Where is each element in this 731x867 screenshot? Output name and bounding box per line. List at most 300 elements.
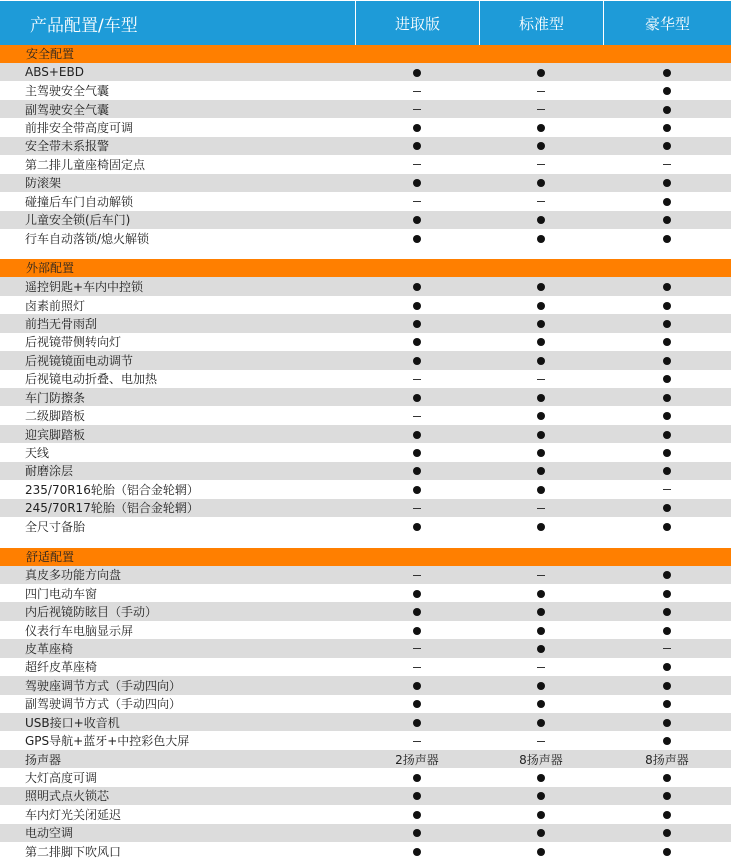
table-header — [0, 0, 731, 45]
table-body — [0, 45, 731, 861]
standard-dot-icon — [603, 65, 731, 79]
table-row — [0, 658, 731, 676]
standard-dot-icon — [355, 605, 479, 619]
dot-icon — [413, 829, 421, 837]
dot-icon — [663, 590, 671, 598]
dot-icon — [537, 792, 545, 800]
table-row — [0, 462, 731, 480]
table-row — [0, 750, 731, 768]
dot-icon — [663, 302, 671, 310]
standard-dot-icon — [479, 623, 603, 637]
standard-dot-icon — [603, 464, 731, 478]
dot-icon — [663, 848, 671, 856]
standard-dot-icon — [603, 280, 731, 294]
standard-dot-icon — [479, 353, 603, 367]
dash-icon — [413, 379, 421, 380]
not-available-dash-icon — [479, 84, 603, 98]
table-row — [0, 192, 731, 210]
feature-name: 后视镜电动折叠、电加热 — [25, 372, 158, 387]
feature-name: 全尺寸备胎 — [25, 519, 86, 534]
standard-dot-icon — [479, 213, 603, 227]
standard-dot-icon — [603, 316, 731, 330]
dot-icon — [537, 811, 545, 819]
dot-icon — [537, 627, 545, 635]
feature-name: 驾驶座调节方式（手动四向） — [25, 678, 182, 693]
dot-icon — [663, 792, 671, 800]
not-available-dash-icon — [479, 372, 603, 386]
dot-icon — [413, 792, 421, 800]
dot-icon — [413, 394, 421, 402]
dot-icon — [537, 124, 545, 132]
dot-icon — [413, 320, 421, 328]
table-row — [0, 229, 731, 247]
dash-icon — [537, 201, 545, 202]
table-row — [0, 639, 731, 657]
not-available-dash-icon — [479, 568, 603, 582]
feature-name: 后视镜镜面电动调节 — [25, 353, 134, 368]
feature-name: 前挡无骨雨刮 — [25, 316, 98, 331]
feature-name: 照明式点火锁芯 — [25, 789, 110, 804]
dot-icon — [413, 590, 421, 598]
standard-dot-icon — [603, 390, 731, 404]
standard-dot-icon — [355, 427, 479, 441]
dot-icon — [663, 700, 671, 708]
table-row — [0, 351, 731, 369]
standard-dot-icon — [603, 427, 731, 441]
dot-icon — [663, 320, 671, 328]
standard-dot-icon — [603, 353, 731, 367]
dot-icon — [663, 198, 671, 206]
dot-icon — [663, 811, 671, 819]
feature-name: 真皮多功能方向盘 — [25, 568, 122, 583]
dot-icon — [413, 486, 421, 494]
dot-icon — [663, 124, 671, 132]
feature-name: ABS+EBD — [25, 65, 84, 80]
dot-icon — [663, 719, 671, 727]
dot-icon — [663, 627, 671, 635]
table-row — [0, 805, 731, 823]
standard-dot-icon — [479, 464, 603, 478]
feature-name: 车门防擦条 — [25, 390, 86, 405]
dot-icon — [413, 449, 421, 457]
dot-icon — [413, 774, 421, 782]
dot-icon — [663, 216, 671, 224]
dot-icon — [663, 504, 671, 512]
standard-dot-icon — [603, 335, 731, 349]
dot-icon — [663, 106, 671, 114]
standard-dot-icon — [479, 789, 603, 803]
feature-name: 儿童安全锁(后车门) — [25, 213, 131, 228]
feature-name: USB接口+收音机 — [25, 715, 120, 730]
dot-icon — [663, 431, 671, 439]
dot-icon — [537, 590, 545, 598]
feature-name: 仪表行车电脑显示屏 — [25, 623, 134, 638]
standard-dot-icon — [603, 807, 731, 821]
not-available-dash-icon — [355, 641, 479, 655]
not-available-dash-icon — [355, 734, 479, 748]
dash-icon — [413, 667, 421, 668]
feature-name: 扬声器 — [25, 752, 62, 767]
standard-dot-icon — [479, 844, 603, 858]
standard-dot-icon — [355, 519, 479, 533]
dot-icon — [537, 283, 545, 291]
not-available-dash-icon — [355, 194, 479, 208]
dot-icon — [663, 774, 671, 782]
dot-icon — [413, 124, 421, 132]
feature-name: 二级脚踏板 — [25, 409, 86, 424]
table-row — [0, 517, 731, 535]
feature-name: 内后视镜防眩目（手动） — [25, 605, 158, 620]
dot-icon — [413, 338, 421, 346]
dot-icon — [413, 357, 421, 365]
feature-value: 8扬声器 — [519, 752, 563, 767]
table-row — [0, 137, 731, 155]
standard-dot-icon — [355, 678, 479, 692]
dash-icon — [413, 91, 421, 92]
standard-dot-icon — [603, 102, 731, 116]
feature-name: 第二排脚下吹风口 — [25, 844, 122, 859]
header-col-haohua: 豪华型 — [603, 1, 731, 45]
not-available-dash-icon — [355, 660, 479, 674]
dot-icon — [413, 283, 421, 291]
standard-dot-icon — [355, 280, 479, 294]
table-row — [0, 443, 731, 461]
table-row — [0, 100, 731, 118]
dot-icon — [663, 682, 671, 690]
standard-dot-icon — [603, 771, 731, 785]
dash-icon — [663, 164, 671, 165]
feature-name: 行车自动落锁/熄火解锁 — [25, 231, 150, 246]
dot-icon — [663, 523, 671, 531]
dot-icon — [537, 338, 545, 346]
table-row — [0, 824, 731, 842]
standard-dot-icon — [479, 605, 603, 619]
dot-icon — [537, 216, 545, 224]
standard-dot-icon — [603, 446, 731, 460]
dot-icon — [663, 449, 671, 457]
standard-dot-icon — [355, 231, 479, 245]
dot-icon — [663, 467, 671, 475]
dot-icon — [537, 608, 545, 616]
feature-name: 245/70R17轮胎（铝合金轮辋） — [25, 501, 199, 516]
feature-name: 电动空调 — [25, 826, 74, 841]
not-available-dash-icon — [603, 482, 731, 496]
standard-dot-icon — [479, 771, 603, 785]
table-row — [0, 370, 731, 388]
standard-dot-icon — [603, 176, 731, 190]
standard-dot-icon — [479, 678, 603, 692]
standard-dot-icon — [355, 121, 479, 135]
header-col-jinqu: 进取版 — [355, 1, 479, 45]
standard-dot-icon — [479, 482, 603, 496]
feature-name: 防滚架 — [25, 176, 62, 191]
standard-dot-icon — [603, 678, 731, 692]
dot-icon — [663, 375, 671, 383]
dash-icon — [663, 489, 671, 490]
not-available-dash-icon — [479, 734, 603, 748]
feature-name: 主驾驶安全气囊 — [25, 84, 110, 99]
dash-icon — [537, 109, 545, 110]
standard-dot-icon — [355, 844, 479, 858]
dot-icon — [413, 811, 421, 819]
dot-icon — [537, 69, 545, 77]
standard-dot-icon — [355, 65, 479, 79]
dash-icon — [413, 416, 421, 417]
table-row — [0, 314, 731, 332]
table-row — [0, 787, 731, 805]
not-available-dash-icon — [479, 102, 603, 116]
standard-dot-icon — [603, 372, 731, 386]
dot-icon — [537, 645, 545, 653]
dash-icon — [413, 164, 421, 165]
dash-icon — [537, 91, 545, 92]
section-gap — [0, 536, 731, 548]
not-available-dash-icon — [355, 157, 479, 171]
dot-icon — [663, 87, 671, 95]
standard-dot-icon — [479, 427, 603, 441]
dot-icon — [663, 737, 671, 745]
not-available-dash-icon — [355, 409, 479, 423]
dot-icon — [413, 302, 421, 310]
standard-dot-icon — [355, 390, 479, 404]
standard-dot-icon — [479, 446, 603, 460]
dot-icon — [537, 235, 545, 243]
standard-dot-icon — [603, 586, 731, 600]
standard-dot-icon — [355, 697, 479, 711]
feature-name: 安全带未系报警 — [25, 139, 110, 154]
standard-dot-icon — [355, 139, 479, 153]
standard-dot-icon — [355, 353, 479, 367]
dot-icon — [663, 283, 671, 291]
dash-icon — [413, 648, 421, 649]
dot-icon — [413, 682, 421, 690]
dot-icon — [663, 663, 671, 671]
feature-name: 皮革座椅 — [25, 641, 74, 656]
feature-name: 遥控钥匙+车内中控锁 — [25, 280, 144, 295]
standard-dot-icon — [479, 231, 603, 245]
not-available-dash-icon — [603, 641, 731, 655]
standard-dot-icon — [603, 734, 731, 748]
dot-icon — [537, 774, 545, 782]
standard-dot-icon — [355, 715, 479, 729]
section-title: 舒适配置 — [0, 548, 731, 566]
standard-dot-icon — [355, 482, 479, 496]
dot-icon — [413, 848, 421, 856]
feature-name: 耐磨涂层 — [25, 464, 74, 479]
dot-icon — [537, 412, 545, 420]
standard-dot-icon — [355, 586, 479, 600]
feature-name: GPS导航+蓝牙+中控彩色大屏 — [25, 734, 190, 749]
feature-name: 天线 — [25, 446, 50, 461]
table-row — [0, 842, 731, 860]
section-gap — [0, 247, 731, 259]
standard-dot-icon — [355, 789, 479, 803]
dash-icon — [663, 648, 671, 649]
dot-icon — [537, 320, 545, 328]
standard-dot-icon — [603, 844, 731, 858]
standard-dot-icon — [603, 213, 731, 227]
dot-icon — [537, 449, 545, 457]
feature-name: 前排安全带高度可调 — [25, 121, 134, 136]
standard-dot-icon — [603, 715, 731, 729]
dash-icon — [413, 508, 421, 509]
table-row — [0, 118, 731, 136]
feature-name: 235/70R16轮胎（铝合金轮辋） — [25, 482, 199, 497]
not-available-dash-icon — [355, 568, 479, 582]
table-row — [0, 602, 731, 620]
dot-icon — [663, 357, 671, 365]
dot-icon — [413, 700, 421, 708]
table-row — [0, 211, 731, 229]
table-row — [0, 81, 731, 99]
not-available-dash-icon — [355, 84, 479, 98]
standard-dot-icon — [603, 660, 731, 674]
standard-dot-icon — [603, 121, 731, 135]
feature-value: 2扬声器 — [395, 752, 439, 767]
feature-name: 碰撞后车门自动解锁 — [25, 194, 134, 209]
dot-icon — [663, 829, 671, 837]
dot-icon — [413, 216, 421, 224]
feature-name: 车内灯光关闭延迟 — [25, 807, 122, 822]
dot-icon — [663, 142, 671, 150]
standard-dot-icon — [479, 139, 603, 153]
standard-dot-icon — [479, 641, 603, 655]
standard-dot-icon — [355, 807, 479, 821]
header-col-biaozhun: 标准型 — [479, 1, 603, 45]
standard-dot-icon — [355, 298, 479, 312]
table-row — [0, 731, 731, 749]
dot-icon — [663, 179, 671, 187]
feature-name: 副驾驶安全气囊 — [25, 102, 110, 117]
feature-name: 四门电动车窗 — [25, 586, 98, 601]
standard-dot-icon — [479, 121, 603, 135]
standard-dot-icon — [355, 771, 479, 785]
not-available-dash-icon — [355, 102, 479, 116]
section-title: 外部配置 — [0, 259, 731, 277]
standard-dot-icon — [479, 807, 603, 821]
not-available-dash-icon — [355, 501, 479, 515]
dot-icon — [537, 394, 545, 402]
dash-icon — [413, 201, 421, 202]
standard-dot-icon — [603, 298, 731, 312]
dot-icon — [537, 179, 545, 187]
table-row — [0, 499, 731, 517]
dot-icon — [413, 179, 421, 187]
feature-value: 8扬声器 — [645, 752, 689, 767]
dot-icon — [413, 608, 421, 616]
dot-icon — [413, 142, 421, 150]
standard-dot-icon — [355, 213, 479, 227]
standard-dot-icon — [479, 826, 603, 840]
table-row — [0, 425, 731, 443]
dash-icon — [537, 379, 545, 380]
dot-icon — [537, 719, 545, 727]
feature-name: 后视镜带侧转向灯 — [25, 335, 122, 350]
table-row — [0, 406, 731, 424]
table-row — [0, 584, 731, 602]
table-row — [0, 695, 731, 713]
table-row — [0, 296, 731, 314]
not-available-dash-icon — [603, 157, 731, 171]
table-row — [0, 676, 731, 694]
dot-icon — [537, 486, 545, 494]
standard-dot-icon — [479, 65, 603, 79]
dot-icon — [413, 235, 421, 243]
standard-dot-icon — [603, 789, 731, 803]
dot-icon — [413, 523, 421, 531]
dot-icon — [663, 412, 671, 420]
feature-name: 第二排儿童座椅固定点 — [25, 157, 146, 172]
standard-dot-icon — [603, 826, 731, 840]
table-row — [0, 480, 731, 498]
table-row — [0, 63, 731, 81]
standard-dot-icon — [479, 409, 603, 423]
standard-dot-icon — [603, 194, 731, 208]
dash-icon — [413, 109, 421, 110]
dot-icon — [413, 719, 421, 727]
table-row — [0, 174, 731, 192]
table-row — [0, 333, 731, 351]
dot-icon — [663, 338, 671, 346]
header-title: 产品配置/车型 — [30, 15, 138, 36]
dot-icon — [537, 467, 545, 475]
standard-dot-icon — [355, 446, 479, 460]
standard-dot-icon — [479, 715, 603, 729]
dot-icon — [537, 700, 545, 708]
standard-dot-icon — [355, 826, 479, 840]
standard-dot-icon — [603, 568, 731, 582]
standard-dot-icon — [479, 316, 603, 330]
standard-dot-icon — [479, 519, 603, 533]
standard-dot-icon — [603, 231, 731, 245]
dash-icon — [413, 741, 421, 742]
dot-icon — [537, 682, 545, 690]
standard-dot-icon — [355, 464, 479, 478]
feature-name: 大灯高度可调 — [25, 771, 98, 786]
standard-dot-icon — [479, 586, 603, 600]
feature-name: 副驾驶调节方式（手动四向） — [25, 697, 182, 712]
dash-icon — [537, 164, 545, 165]
table-row — [0, 713, 731, 731]
not-available-dash-icon — [479, 501, 603, 515]
standard-dot-icon — [355, 176, 479, 190]
standard-dot-icon — [479, 697, 603, 711]
dot-icon — [413, 69, 421, 77]
dot-icon — [413, 431, 421, 439]
table-row — [0, 388, 731, 406]
standard-dot-icon — [603, 519, 731, 533]
dash-icon — [537, 741, 545, 742]
not-available-dash-icon — [355, 372, 479, 386]
feature-name: 迎宾脚踏板 — [25, 427, 86, 442]
standard-dot-icon — [479, 335, 603, 349]
standard-dot-icon — [355, 623, 479, 637]
standard-dot-icon — [355, 316, 479, 330]
not-available-dash-icon — [479, 194, 603, 208]
feature-name: 卤素前照灯 — [25, 298, 86, 313]
standard-dot-icon — [479, 298, 603, 312]
not-available-dash-icon — [479, 157, 603, 171]
dot-icon — [413, 627, 421, 635]
table-row — [0, 621, 731, 639]
dot-icon — [413, 467, 421, 475]
standard-dot-icon — [603, 623, 731, 637]
standard-dot-icon — [603, 501, 731, 515]
standard-dot-icon — [479, 176, 603, 190]
dot-icon — [537, 848, 545, 856]
dot-icon — [537, 357, 545, 365]
dot-icon — [537, 302, 545, 310]
